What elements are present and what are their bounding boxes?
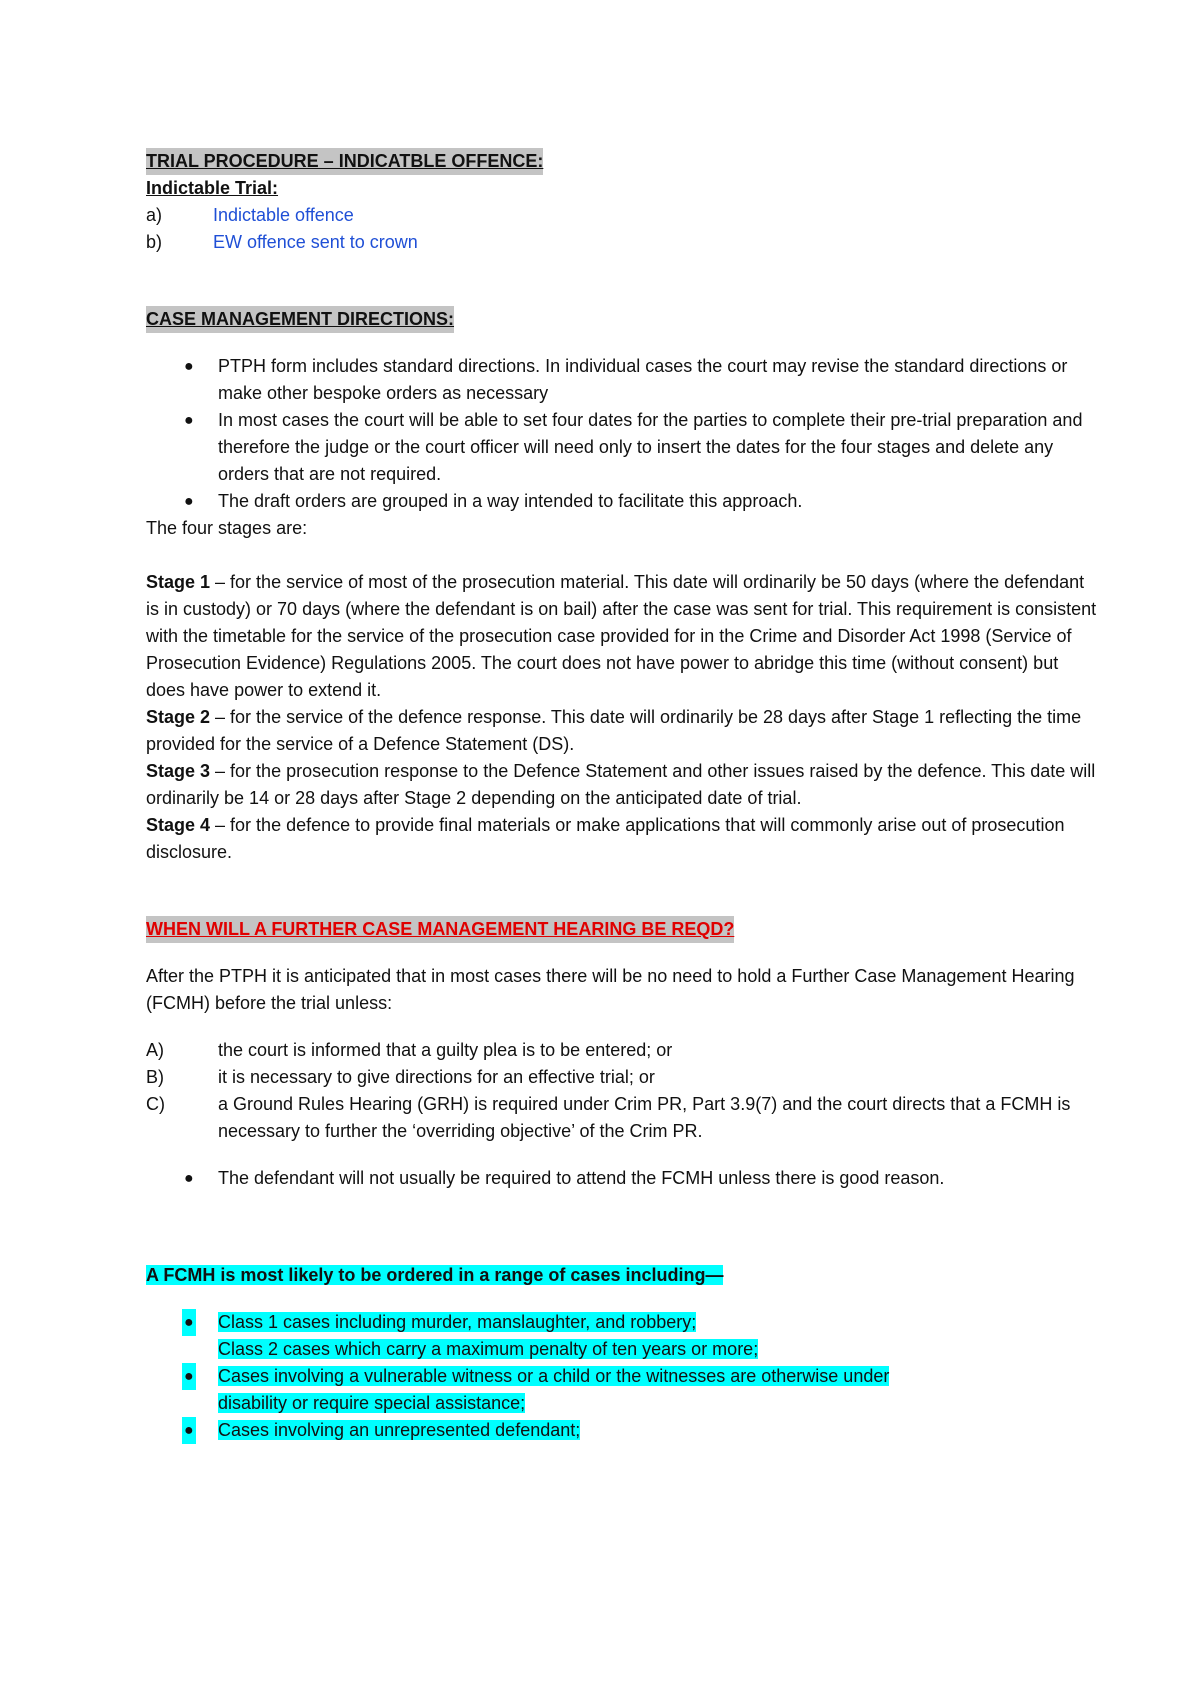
trial-procedure-heading: TRIAL PROCEDURE – INDICATBLE OFFENCE:	[146, 148, 543, 175]
fcmh-cases-list	[146, 1309, 1100, 1444]
indictable-trial-list	[146, 202, 1100, 256]
list-item: b) EW offence sent to crown	[146, 232, 418, 252]
list-item: a) Indictable offence	[146, 205, 354, 225]
bullet-icon: ●	[182, 1309, 196, 1336]
further-hearing-heading: WHEN WILL A FURTHER CASE MANAGEMENT HEARING BE REQD?	[146, 916, 734, 943]
bullet-icon: ●	[182, 1363, 196, 1390]
list-item: ● In most cases the court will be able to set four dates for the parties to complete their pre-trial preparation and therefore the judge or the court officer will need only to insert the dates for the four stages and delete any orders that are not required.	[146, 407, 1100, 488]
indictable-trial-subheading: Indictable Trial:	[146, 178, 279, 198]
section-fcmh-cases	[146, 1262, 1100, 1444]
section-case-management-directions	[146, 306, 1100, 866]
list-item: ● Class 1 cases including murder, manslaughter, and robbery;	[146, 1309, 1100, 1336]
list-item: ● The defendant will not usually be required to attend the FCMH unless there is good reason.	[146, 1165, 1100, 1192]
bullet-icon: ●	[184, 1170, 194, 1187]
list-item: ● The draft orders are grouped in a way intended to facilitate this approach.	[146, 488, 1100, 515]
bullet-icon: ●	[184, 493, 194, 510]
list-item: A) the court is informed that a guilty plea is to be entered; or	[146, 1040, 673, 1060]
four-stages-intro: The four stages are:	[146, 518, 308, 538]
list-item: disability or require special assistance;	[218, 1393, 526, 1413]
directions-bullet-list	[146, 353, 1100, 515]
bullet-icon: ●	[184, 412, 194, 429]
list-item: B) it is necessary to give directions for an effective trial; or	[146, 1067, 655, 1087]
fcmh-cases-heading: A FCMH is most likely to be ordered in a range of cases including—	[146, 1265, 724, 1285]
list-item: C) a Ground Rules Hearing (GRH) is required under Crim PR, Part 3.9(7) and the court directs that a FCMH is necessary to further the ‘overriding objective’ of the Crim PR.	[146, 1094, 1071, 1141]
hearing-conditions-list	[146, 1037, 1100, 1145]
list-item: ● Cases involving a vulnerable witness or a child or the witnesses are otherwise under	[146, 1363, 1100, 1390]
list-item: ● PTPH form includes standard directions. In individual cases the court may revise the standard directions or make other bespoke orders as necessary	[146, 353, 1100, 407]
attendance-bullet-list	[146, 1165, 1100, 1192]
stage-1-paragraph: Stage 1 – for the service of most of the prosecution material. This date will ordinarily be 50 days (where the defendant is in custody) or 70 days (where the defendant is on bail) after the case was sent for trial. This requirement is consistent with the timetable for the service of the prosecution case provided for in the Crime and Disorder Act 1998 (Service of Prosecution Evidence) Regulations 2005. The court does not have power to abridge this time (without consent) but does have power to extend it.	[146, 572, 1097, 700]
list-item: Class 2 cases which carry a maximum penalty of ten years or more;	[218, 1339, 759, 1359]
further-hearing-intro: After the PTPH it is anticipated that in most cases there will be no need to hold a Further Case Management Hearing (FCMH) before the trial unless:	[146, 966, 1075, 1013]
stage-3-paragraph: Stage 3 – for the prosecution response to the Defence Statement and other issues raised by the defence. This date will ordinarily be 14 or 28 days after Stage 2 depending on the anticipated date of trial.	[146, 761, 1096, 808]
bullet-icon: ●	[182, 1417, 196, 1444]
list-item: ● Cases involving an unrepresented defendant;	[146, 1417, 1100, 1444]
stage-4-paragraph: Stage 4 – for the defence to provide final materials or make applications that will commonly arise out of prosecution disclosure.	[146, 815, 1065, 862]
bullet-icon: ●	[184, 358, 194, 375]
case-management-heading: CASE MANAGEMENT DIRECTIONS:	[146, 306, 454, 333]
section-further-case-management	[146, 916, 1100, 1192]
stage-2-paragraph: Stage 2 – for the service of the defence response. This date will ordinarily be 28 days after Stage 1 reflecting the time provided for the service of a Defence Statement (DS).	[146, 707, 1082, 754]
section-trial-procedure	[146, 148, 1100, 256]
